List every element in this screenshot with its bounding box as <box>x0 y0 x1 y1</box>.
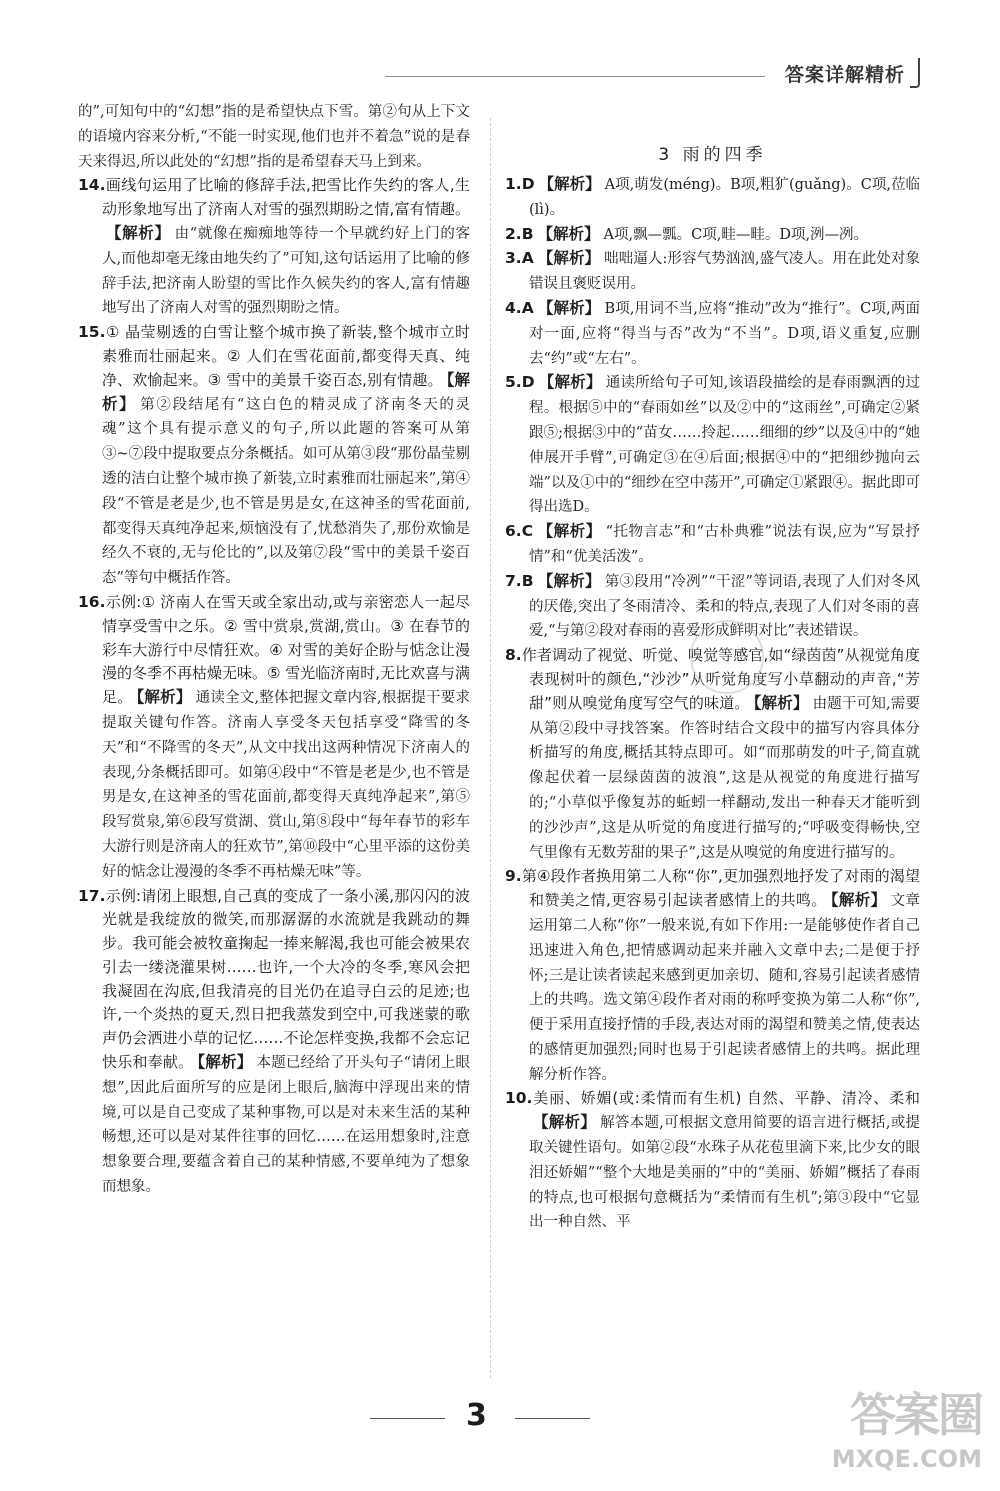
answer-item: 17.示例:请闭上眼想,自己真的变成了一条小溪,那闪闪的波光就是我绽放的微笑,而那潺潺的水流就是我跳动的舞步。我可能会被牧童掬起一捧来解渴,我也可能会被果农引去一缕浇灌果树……也许,一个大冷的冬季,寒风会把我凝固在沟底,但我清亮的目光仍在追寻白云的足迹;也许,一个炎热的夏天,烈日把我蒸发到空中,可我迷蒙的歌声仍会洒进小草的记忆……不论怎样变换,我都不会忘记快乐和奉献。 【解析】 本题已经给了开头句子“请闭上眼想”,因此后面所写的应是闭上眼后,脑海中浮现出来的情境,可以是自己变成了某种事物,可以是对未来生活的某种畅想,还可以是对某件往事的回忆……在运用想象时,注意想象要合理,要蕴含着自己的某种情感,不要单纯为了想象而想象。 <box>78 886 470 1196</box>
answer-item: 2.B 【解析】 A项,飘—瓢。C项,畦—畦。D项,洌—冽。 <box>505 224 869 243</box>
footer-rule-left <box>370 1418 445 1419</box>
answer-item: 9.第④段作者换用第二人称“你”,更加强烈地抒发了对雨的渴望和赞美之情,更容易引起读者感情上的共鸣。 【解析】 文章运用第二人称“你”一般来说,有如下作用:一是能够使作者自己迅速进入角色,把情感调动起来并融入文章中去;二是便于抒怀;三是让读者读起来感到更加亲切、随和,容易引起读者感情上的共鸣。选文第④段作者对雨的称呼变换为第二人称“你”,便于采用直接抒情的手段,表达对雨的渴望和赞美之情,使表达的感情更加强烈;同时也易于引起读者感情上的共鸣。据此理解分析作答。 <box>505 867 920 1083</box>
answer-item: 1.D 【解析】 A项,萌发(méng)。B项,粗犷(guǎng)。C项,莅临(lì)。 <box>505 175 920 218</box>
answer-item: 15.① 晶莹剔透的白雪让整个城市换了新装,整个城市立时素雅而壮丽起来。② 人们在雪花面前,都变得天真、纯净、欢愉起来。③ 雪中的美景千姿百态,别有情趣。 【解析】 第②段结尾有“这白色的精灵成了济南冬天的灵魂”这个具有提示意义的句子,所以此题的答案可从第③~⑦段中提取要点分条概括。如可从第③段“那份晶莹剔透的洁白让整个城市换了新装,立时素雅而壮丽起来”,第④段“不管是老是少,也不管是男是女,在这神圣的雪花面前,都变得天真纯净起来,烦恼没有了,忧愁消失了,那份欢愉是经久不衰的,无与伦比的”,以及第⑦段“雪中的美景千姿百态”等句中概括作答。 <box>78 323 470 587</box>
header-title: 答案详解精析 <box>785 64 906 86</box>
answer-item: 6.C 【解析】 “托物言志”和“古朴典雅”说法有误,应为“写景抒情”和“优美活泼”。 <box>505 522 920 565</box>
page-number: 3 <box>466 1398 487 1433</box>
header-rule <box>385 76 765 77</box>
answer-item: 14.画线句运用了比喻的修辞手法,把雪比作失约的客人,生动形象地写出了济南人对雪的强烈期盼之情,富有情趣。【解析】 由“就像在痴痴地等待一个早就约好上门的客人,而他却毫无缘由地失约了”可知,这句话运用了比喻的修辞手法,把济南人盼望的雪比作久候失约的客人,富有情趣地写出了济南人对雪的强烈期盼之情。 <box>78 176 470 317</box>
answer-item: 3.A 【解析】 咄咄逼人:形容气势汹汹,盛气凌人。用在此处对象错误且褒贬误用。 <box>505 249 920 293</box>
answer-item: 7.B 【解析】 第③段用“冷冽”“干涩”等词语,表现了人们对冬风的厌倦,突出了冬雨清冷、柔和的特点,表现了人们对冬雨的喜爱,“与第②段对春雨的喜爱形成鲜明对比”表述错误。 <box>505 571 920 640</box>
answer-item: 5.D 【解析】 通读所给句子可知,该语段描绘的是春雨飘洒的过程。根据⑤中的“春雨如丝”以及②中的“这雨丝”,可确定②紧跟⑤;根据③中的“苗女……拎起……细细的纱”以及④中的“她伸展开手臂”,可确定③在④后面;根据④中的“把细纱抛向云端”以及①中的“细纱在空中荡开”,可确定①紧跟④。据此即可得出选D。 <box>505 373 920 516</box>
answer-item: 4.A 【解析】 B项,用词不当,应将“推动”改为“推行”。C项,两面对一面,应将“得当与否”改为“不当”。D项,语义重复,应删去“约”或“左右”。 <box>505 298 920 367</box>
answer-item: 的”,可知句中的“幻想”指的是希望快点下雪。第②句从上下文的语境内容来分析,“不能一时实现,他们也并不着急”说的是春天来得迟,所以此处的“幻想”指的是希望春天马上到来。 <box>78 104 470 170</box>
section-title: 3 雨的四季 <box>658 145 767 165</box>
header-bracket-decoration <box>910 58 920 88</box>
page-header <box>385 58 925 98</box>
column-divider <box>490 118 491 1378</box>
left-column <box>78 100 470 1200</box>
answer-item: 8.作者调动了视觉、听觉、嗅觉等感官,如“绿茵茵”从视觉角度表现树叶的颜色,“沙沙”从听觉角度写小草翻动的声音,“芳甜”则从嗅觉角度写空气的味道。 【解析】 由题干可知,需要从第②段中寻找答案。作答时结合文段中的描写内容具体分析描写的角度,概括其特点即可。如“而那萌发的叶子,简直就像起伏着一层绿茵茵的波浪”,这是从视觉的角度进行描写的;“小草似乎像复苏的蚯蚓一样翻动,发出一种春天才能听到的沙沙声”,这是从听觉的角度进行描写的;“呼吸变得畅快,空气里像有无数芳甜的果子”,这是从嗅觉的角度进行描写的。 <box>505 646 920 861</box>
watermark-url: MXQE.COM <box>831 1445 982 1473</box>
faded-stamp-mark <box>690 620 764 694</box>
footer-rule-right <box>515 1418 590 1419</box>
watermark-text: 答案圈 <box>850 1388 982 1442</box>
answer-item: 16.示例:① 济南人在雪天或全家出动,或与亲密恋人一起尽情享受雪中之乐。② 雪中赏泉,赏湖,赏山。③ 在春节的彩车大游行中尽情狂欢。④ 对雪的美好企盼与惦念让漫漫的冬季不再枯燥无味。⑤ 雪光临济南时,无比欢喜与满足。 【解析】 通读全文,整体把握文章内容,根据提干要求提取关键句作答。济南人享受冬天包括享受“降雪的冬天”和“不降雪的冬天”,从文中找出这两种情况下济南人的表现,分条概括即可。如第④段中“不管是老是少,也不管是男是女,在这神圣的雪花面前,都变得天真纯净起来”,第⑤段写赏泉,第⑥段写赏湖、赏山,第⑧段中“每年春节的彩车大游行则是济南人的狂欢节”,第⑩段中“心里平添的这份美好的惦念让漫漫的冬季不再枯燥无味”等。 <box>78 592 470 880</box>
answer-item: 10.美丽、娇媚(或:柔情而有生机) 自然、平静、清冷、柔和【解析】 解答本题,可根据文意用简要的语言进行概括,或提取关键性语句。如第②段“水珠子从花苞里滴下来,比少女的眼泪还娇媚”“整个大地是美丽的”中的“美丽、娇媚”概括了春雨的特点,也可根据句意概括为“柔情而有生机”;第③段中“它显出一种自然、平 <box>505 1089 920 1231</box>
watermark-logo <box>832 1379 982 1473</box>
